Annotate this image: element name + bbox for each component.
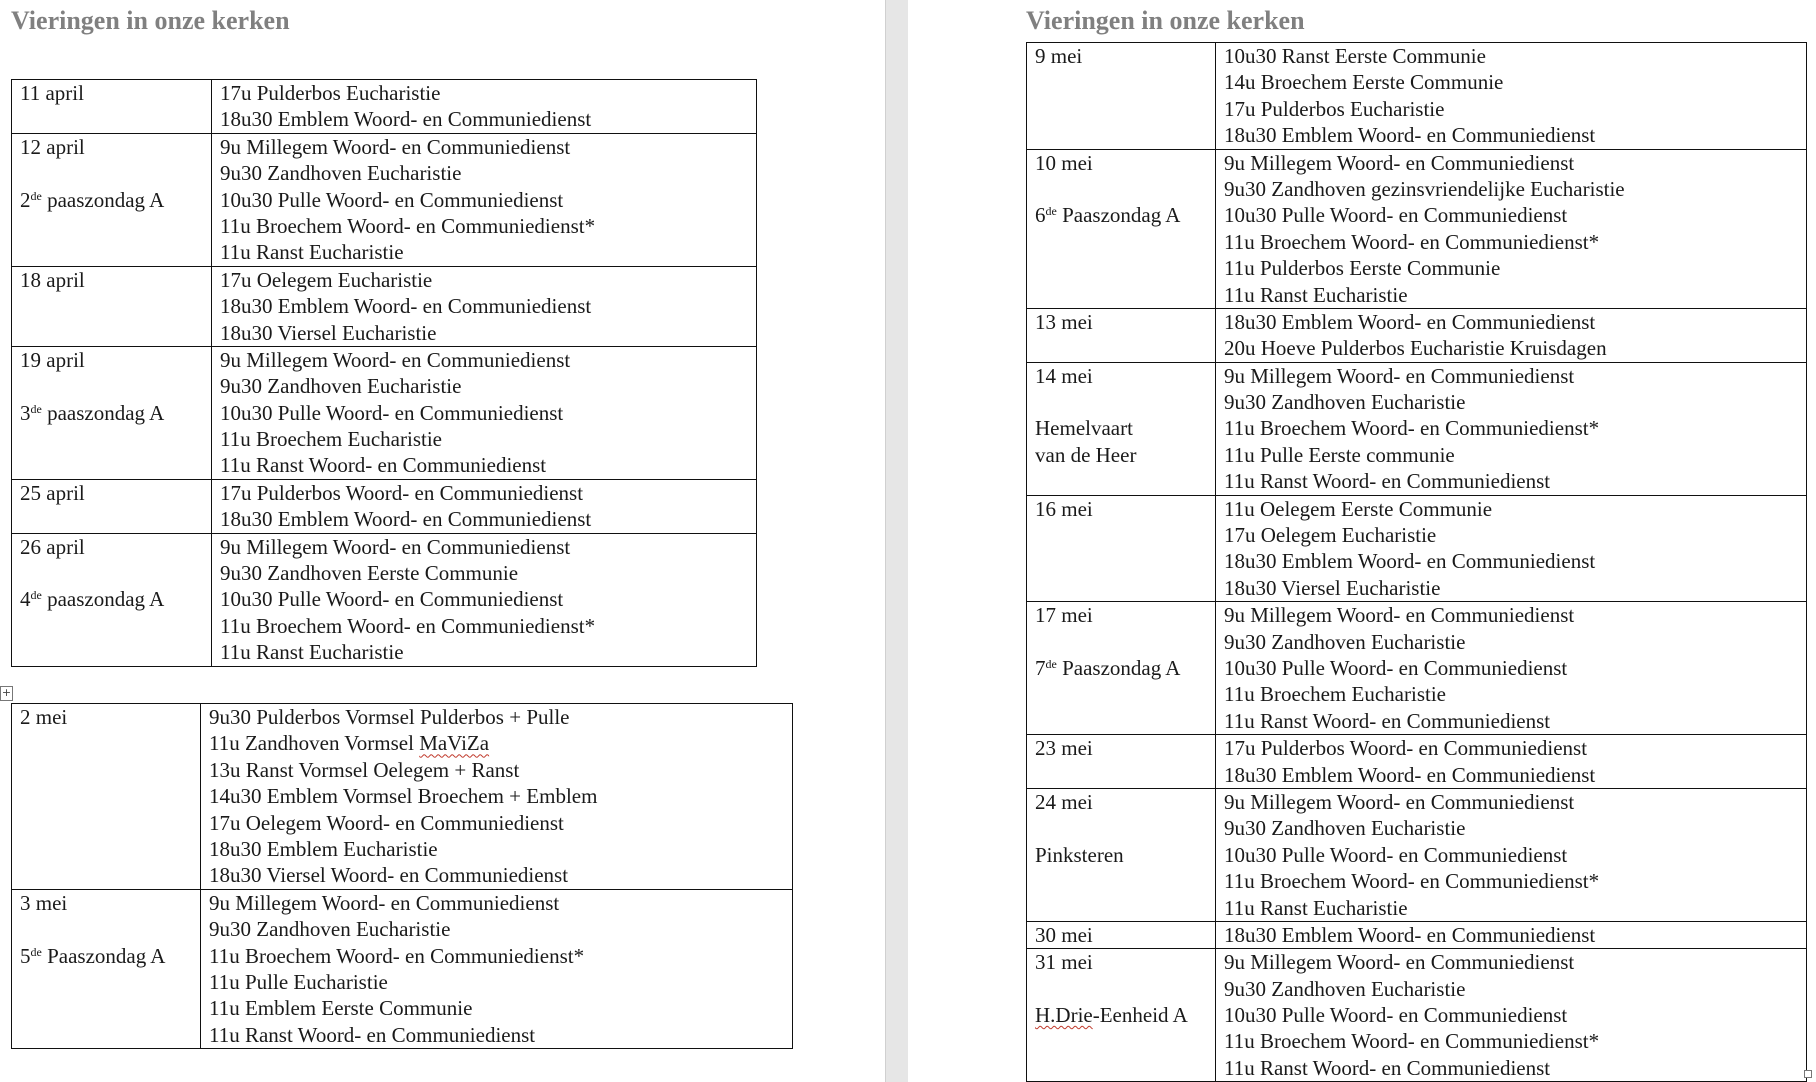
date-line: 4de paaszondag A: [20, 587, 165, 612]
service-line: 9u Millegem Woord- en Communiedienst: [209, 890, 560, 915]
service-line: 14u Broechem Eerste Communie: [1224, 70, 1504, 95]
service-line: 11u Broechem Woord- en Communiedienst*: [209, 943, 585, 968]
service-line: 13u Ranst Vormsel Oelegem + Ranst: [209, 757, 520, 782]
date-cell[interactable]: [12, 533, 212, 666]
document-page-right: [908, 0, 1816, 1082]
service-line: 10u30 Pulle Woord- en Communiedienst: [220, 587, 564, 612]
service-line: 17u Oelegem Eucharistie: [1224, 523, 1437, 548]
service-line: 17u Pulderbos Eucharistie: [1224, 96, 1445, 121]
service-line: 10u30 Pulle Woord- en Communiedienst: [1224, 203, 1568, 228]
service-line: 11u Broechem Eucharistie: [1224, 682, 1446, 707]
services-cell[interactable]: [1216, 602, 1807, 735]
service-line: 10u30 Pulle Woord- en Communiedienst: [1224, 1003, 1568, 1028]
date-cell[interactable]: [1027, 308, 1216, 362]
service-line: 9u30 Zandhoven Eucharistie: [1224, 629, 1466, 654]
date-line: 31 mei: [1035, 950, 1093, 975]
table-row: [1027, 149, 1807, 308]
service-line: 11u Broechem Woord- en Communiedienst*: [1224, 416, 1600, 441]
services-cell[interactable]: [212, 266, 757, 346]
service-line: 11u Broechem Woord- en Communiedienst*: [1224, 1029, 1600, 1054]
services-cell[interactable]: [1216, 949, 1807, 1082]
service-line: 9u30 Zandhoven Eucharistie: [220, 161, 462, 186]
services-cell[interactable]: [1216, 788, 1807, 921]
service-line: 18u30 Viersel Eucharistie: [1224, 575, 1441, 600]
date-line: [1035, 815, 1207, 841]
date-line: van de Heer: [1035, 442, 1137, 467]
services-cell[interactable]: [1216, 735, 1807, 789]
service-line: 11u Broechem Woord- en Communiedienst*: [220, 613, 596, 638]
service-line: 11u Ranst Woord- en Communiedienst: [1224, 1055, 1551, 1080]
service-line: 11u Ranst Woord- en Communiedienst: [220, 453, 547, 478]
service-line: 11u Ranst Woord- en Communiedienst: [1224, 708, 1551, 733]
schedule-table-may-start: [11, 703, 793, 1049]
services-cell[interactable]: [1216, 495, 1807, 602]
service-line: 9u30 Zandhoven Eucharistie: [1224, 976, 1466, 1001]
services-cell[interactable]: [201, 704, 793, 890]
date-line: [1035, 176, 1207, 202]
service-line: 11u Ranst Eucharistie: [220, 240, 404, 265]
date-line: 26 april: [20, 534, 85, 559]
date-cell[interactable]: [1027, 735, 1216, 789]
date-line: 5de Paaszondag A: [20, 943, 166, 968]
services-cell[interactable]: [1216, 308, 1807, 362]
date-line: 3 mei: [20, 890, 68, 915]
service-line: 18u30 Emblem Woord- en Communiedienst: [1224, 762, 1596, 787]
date-cell[interactable]: [1027, 495, 1216, 602]
service-line: 11u Ranst Eucharistie: [220, 640, 404, 665]
service-line: 10u30 Pulle Woord- en Communiedienst: [220, 400, 564, 425]
table-row: [1027, 735, 1807, 789]
date-line: H.Drie-Eenheid A: [1035, 1003, 1188, 1028]
service-line: 10u30 Ranst Eerste Communie: [1224, 44, 1486, 68]
date-cell[interactable]: [1027, 149, 1216, 308]
service-line: 18u30 Emblem Woord- en Communiedienst: [220, 107, 592, 132]
date-line: [1035, 629, 1207, 655]
date-cell[interactable]: [12, 346, 212, 479]
service-line: 17u Pulderbos Woord- en Communiedienst: [220, 480, 584, 505]
service-line: 9u30 Zandhoven Eucharistie: [1224, 816, 1466, 841]
table-row: [1027, 921, 1807, 948]
date-cell[interactable]: [12, 266, 212, 346]
service-line: 11u Ranst Eucharistie: [1224, 895, 1408, 920]
date-line: [1035, 976, 1207, 1002]
date-line: 12 april: [20, 134, 85, 159]
date-line: 24 mei: [1035, 789, 1093, 814]
table-row: [12, 80, 757, 134]
service-line: 18u30 Emblem Woord- en Communiedienst: [1224, 309, 1596, 334]
service-line: 18u30 Emblem Woord- en Communiedienst: [1224, 549, 1596, 574]
date-line: 9 mei: [1035, 44, 1083, 68]
service-line: 9u Millegem Woord- en Communiedienst: [220, 534, 571, 559]
services-cell[interactable]: [1216, 149, 1807, 308]
page-title: Vieringen in onze kerken: [11, 6, 290, 35]
service-line: 11u Pulle Eucharistie: [209, 969, 388, 994]
service-line: 14u30 Emblem Vormsel Broechem + Emblem: [209, 784, 598, 809]
service-line: 9u30 Zandhoven Eucharistie: [220, 374, 462, 399]
service-line: 11u Pulle Eerste communie: [1224, 442, 1455, 467]
table-row: [12, 133, 757, 266]
service-line: 18u30 Emblem Woord- en Communiedienst: [220, 507, 592, 532]
table-resize-handle[interactable]: [1804, 1070, 1812, 1078]
table-row: [1027, 788, 1807, 921]
date-line: 2de paaszondag A: [20, 187, 165, 212]
service-line: 11u Broechem Woord- en Communiedienst*: [1224, 229, 1600, 254]
date-cell[interactable]: [1027, 788, 1216, 921]
date-line: 6de Paaszondag A: [1035, 203, 1181, 228]
date-line: [20, 373, 203, 399]
service-line: 9u30 Zandhoven Eucharistie: [1224, 390, 1466, 415]
service-line: 18u30 Emblem Woord- en Communiedienst: [1224, 922, 1596, 947]
date-line: 30 mei: [1035, 922, 1093, 947]
service-line: 9u Millegem Woord- en Communiedienst: [1224, 789, 1575, 814]
table-row: [1027, 308, 1807, 362]
service-line: 11u Zandhoven Vormsel MaViZa: [209, 731, 490, 756]
services-cell[interactable]: [212, 479, 757, 533]
date-cell[interactable]: [12, 133, 212, 266]
date-line: Pinksteren: [1035, 842, 1124, 867]
services-cell[interactable]: [212, 533, 757, 666]
service-line: 10u30 Pulle Woord- en Communiedienst: [1224, 655, 1568, 680]
date-line: 11 april: [20, 81, 84, 105]
service-line: 9u Millegem Woord- en Communiedienst: [1224, 363, 1575, 388]
date-line: 17 mei: [1035, 603, 1093, 628]
services-cell[interactable]: [212, 346, 757, 479]
date-line: 14 mei: [1035, 363, 1093, 388]
table-row: [1027, 43, 1807, 150]
service-line: 9u30 Pulderbos Vormsel Pulderbos + Pulle: [209, 705, 570, 729]
table-row: [12, 479, 757, 533]
service-line: 9u30 Zandhoven Eerste Communie: [220, 561, 519, 586]
date-line: 3de paaszondag A: [20, 400, 165, 425]
table-row: [12, 889, 793, 1048]
date-line: [1035, 389, 1207, 415]
date-line: 19 april: [20, 347, 85, 372]
date-cell[interactable]: [1027, 921, 1216, 948]
document-page-left: [0, 0, 885, 1082]
service-line: 9u30 Zandhoven gezinsvriendelijke Eucharistie: [1224, 176, 1625, 201]
service-line: 11u Ranst Woord- en Communiedienst: [209, 1022, 536, 1047]
date-line: Hemelvaart: [1035, 416, 1133, 441]
date-line: [20, 560, 203, 586]
service-line: 17u Oelegem Eucharistie: [220, 267, 433, 292]
service-line: 10u30 Pulle Woord- en Communiedienst: [220, 187, 564, 212]
service-line: 11u Ranst Eucharistie: [1224, 282, 1408, 307]
services-cell[interactable]: [212, 133, 757, 266]
services-cell[interactable]: [201, 889, 793, 1048]
service-line: 9u Millegem Woord- en Communiedienst: [220, 134, 571, 159]
service-line: 11u Broechem Eucharistie: [220, 427, 442, 452]
service-line: 9u Millegem Woord- en Communiedienst: [1224, 603, 1575, 628]
date-cell[interactable]: [1027, 949, 1216, 1082]
table-row: [1027, 362, 1807, 495]
page-gutter: [885, 0, 910, 1082]
services-cell[interactable]: [1216, 43, 1807, 150]
services-cell[interactable]: [1216, 921, 1807, 948]
service-line: 18u30 Emblem Eucharistie: [209, 836, 438, 861]
table-row: [12, 266, 757, 346]
service-line: 9u Millegem Woord- en Communiedienst: [1224, 150, 1575, 175]
service-line: 20u Hoeve Pulderbos Eucharistie Kruisdagen: [1224, 336, 1607, 361]
date-cell[interactable]: [12, 889, 201, 1048]
date-line: 18 april: [20, 267, 85, 292]
date-cell[interactable]: [1027, 602, 1216, 735]
schedule-table-april: [11, 79, 757, 667]
table-row: [12, 533, 757, 666]
date-line: 23 mei: [1035, 736, 1093, 761]
page-title: Vieringen in onze kerken: [1026, 6, 1305, 35]
date-line: 25 april: [20, 480, 85, 505]
service-line: 11u Ranst Woord- en Communiedienst: [1224, 469, 1551, 494]
date-cell[interactable]: [1027, 43, 1216, 150]
service-line: 11u Broechem Woord- en Communiedienst*: [220, 213, 596, 238]
date-cell[interactable]: [12, 479, 212, 533]
service-line: 11u Broechem Woord- en Communiedienst*: [1224, 869, 1600, 894]
date-line: [20, 916, 192, 942]
service-line: 9u30 Zandhoven Eucharistie: [209, 917, 451, 942]
date-line: 10 mei: [1035, 150, 1093, 175]
service-line: 11u Pulderbos Eerste Communie: [1224, 256, 1501, 281]
service-line: 11u Oelegem Eerste Communie: [1224, 496, 1493, 521]
table-move-handle[interactable]: +: [1, 686, 12, 699]
service-line: 11u Emblem Eerste Communie: [209, 996, 473, 1021]
table-row: [1027, 495, 1807, 602]
date-cell[interactable]: [12, 704, 201, 890]
service-line: 10u30 Pulle Woord- en Communiedienst: [1224, 842, 1568, 867]
date-line: 16 mei: [1035, 496, 1093, 521]
date-line: 7de Paaszondag A: [1035, 655, 1181, 680]
service-line: 18u30 Viersel Woord- en Communiedienst: [209, 863, 569, 888]
date-line: [20, 160, 203, 186]
date-cell[interactable]: [12, 80, 212, 134]
schedule-table-may: [1026, 42, 1807, 1082]
service-line: 17u Pulderbos Woord- en Communiedienst: [1224, 736, 1588, 761]
table-row: [1027, 949, 1807, 1082]
table-row: [12, 704, 793, 890]
table-row: [1027, 602, 1807, 735]
service-line: 18u30 Emblem Woord- en Communiedienst: [220, 294, 592, 319]
service-line: 18u30 Viersel Eucharistie: [220, 320, 437, 345]
service-line: 9u Millegem Woord- en Communiedienst: [220, 347, 571, 372]
date-cell[interactable]: [1027, 362, 1216, 495]
date-line: 13 mei: [1035, 309, 1093, 334]
services-cell[interactable]: [1216, 362, 1807, 495]
services-cell[interactable]: [212, 80, 757, 134]
service-line: 18u30 Emblem Woord- en Communiedienst: [1224, 123, 1596, 148]
service-line: 9u Millegem Woord- en Communiedienst: [1224, 950, 1575, 975]
service-line: 17u Oelegem Woord- en Communiedienst: [209, 810, 564, 835]
table-row: [12, 346, 757, 479]
service-line: 17u Pulderbos Eucharistie: [220, 81, 441, 105]
date-line: 2 mei: [20, 705, 68, 729]
